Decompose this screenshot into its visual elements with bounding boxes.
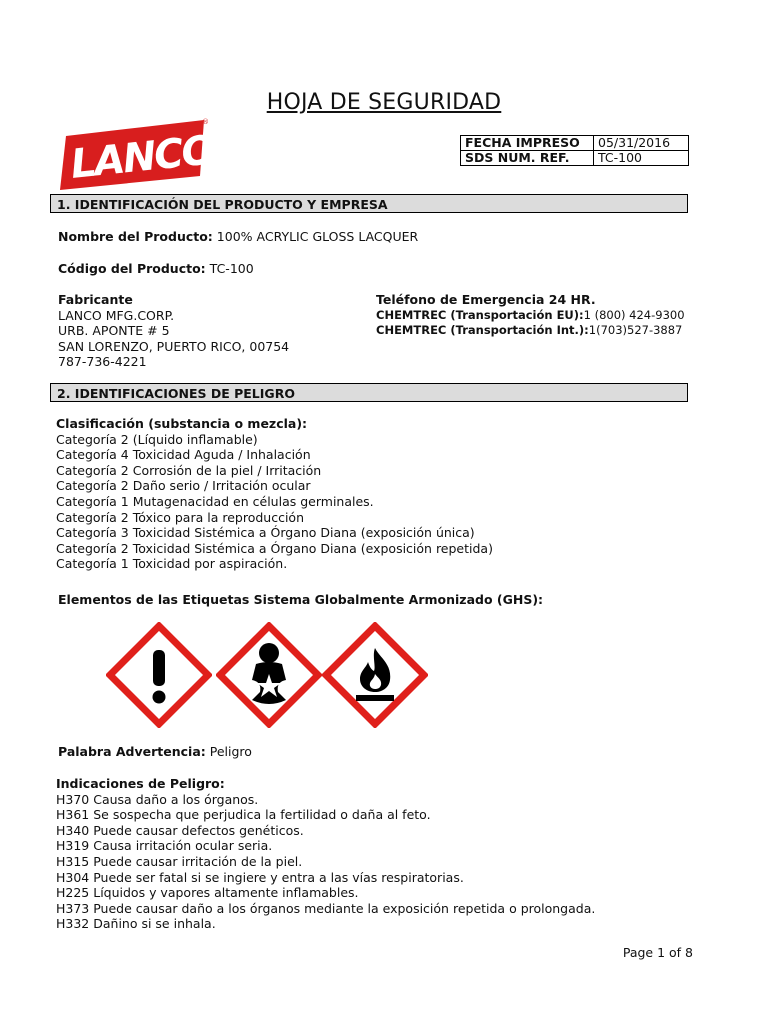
manufacturer-line: 787-736-4221 bbox=[58, 354, 147, 370]
meta-label: FECHA IMPRESO bbox=[461, 136, 594, 151]
hazard-statement: H315 Puede causar irritación de la piel. bbox=[56, 853, 303, 869]
section-1-heading: 1. IDENTIFICACIÓN DEL PRODUCTO Y EMPRESA bbox=[50, 194, 688, 213]
emergency-line-label: CHEMTREC (Transportación EU): bbox=[376, 307, 584, 322]
classification-item: Categoría 2 Daño serio / Irritación ocular bbox=[56, 478, 311, 494]
hazard-statement: H373 Puede causar daño a los órganos mediante la exposición repetida o prolongada. bbox=[56, 900, 596, 916]
hazard-statement: H361 Se sospecha que perjudica la fertilidad o daña al feto. bbox=[56, 807, 431, 823]
exclamation-mark-icon bbox=[106, 622, 212, 731]
classification-item: Categoría 2 (Líquido inflamable) bbox=[56, 431, 258, 447]
product-name-row bbox=[58, 229, 418, 244]
meta-value: TC-100 bbox=[594, 151, 689, 166]
manufacturer-block bbox=[58, 292, 289, 370]
classification-item: Categoría 2 Tóxico para la reproducción bbox=[56, 509, 304, 525]
emergency-line-label: CHEMTREC (Transportación Int.): bbox=[376, 323, 589, 338]
svg-text:LANCO: LANCO bbox=[68, 127, 210, 188]
hazard-statement: H370 Causa daño a los órganos. bbox=[56, 791, 259, 807]
emergency-label: Teléfono de Emergencia 24 HR. bbox=[376, 292, 596, 307]
meta-value: 05/31/2016 bbox=[594, 136, 689, 151]
classification-block bbox=[56, 416, 493, 572]
emergency-line bbox=[376, 323, 685, 339]
classification-item: Categoría 2 Toxicidad Sistémica a Órgano Diana (exposición repetida) bbox=[56, 540, 493, 556]
hazard-statements-block bbox=[56, 776, 595, 932]
emergency-block bbox=[376, 292, 685, 339]
signal-word-value: Peligro bbox=[209, 744, 252, 759]
document-meta-table bbox=[460, 135, 689, 166]
emergency-line-value: 1 (800) 424-9300 bbox=[583, 307, 685, 322]
meta-row-ref bbox=[461, 151, 689, 166]
product-code-row bbox=[58, 261, 254, 276]
manufacturer-line: SAN LORENZO, PUERTO RICO, 00754 bbox=[58, 338, 290, 354]
manufacturer-line: URB. APONTE # 5 bbox=[58, 323, 170, 339]
hazard-statement: H304 Puede ser fatal si se ingiere y entra a las vías respiratorias. bbox=[56, 869, 464, 885]
page-title: HOJA DE SEGURIDAD bbox=[266, 90, 502, 115]
product-code-label: Código del Producto: bbox=[58, 261, 206, 276]
health-hazard-icon bbox=[216, 622, 322, 731]
signal-word-label: Palabra Advertencia: bbox=[58, 744, 206, 759]
meta-label: SDS NUM. REF. bbox=[461, 151, 594, 166]
classification-item: Categoría 4 Toxicidad Aguda / Inhalación bbox=[56, 447, 311, 463]
hazard-statement: H332 Dañino si se inhala. bbox=[56, 916, 216, 932]
meta-row-date bbox=[461, 136, 689, 151]
section-2-heading: 2. IDENTIFICACIONES DE PELIGRO bbox=[50, 383, 688, 402]
hazard-statement: H340 Puede causar defectos genéticos. bbox=[56, 822, 304, 838]
hazard-statement: H225 Líquidos y vapores altamente inflamables. bbox=[56, 885, 359, 901]
product-name-label: Nombre del Producto: bbox=[58, 229, 213, 244]
manufacturer-label: Fabricante bbox=[58, 292, 133, 307]
classification-item: Categoría 2 Corrosión de la piel / Irritación bbox=[56, 462, 322, 478]
lanco-logo bbox=[58, 114, 210, 194]
product-name-value: 100% ACRYLIC GLOSS LACQUER bbox=[216, 229, 419, 244]
emergency-line bbox=[376, 308, 685, 324]
flame-icon bbox=[322, 622, 428, 731]
emergency-line-value: 1(703)527-3887 bbox=[588, 323, 683, 338]
svg-text:®: ® bbox=[202, 118, 209, 126]
classification-item: Categoría 3 Toxicidad Sistémica a Órgano Diana (exposición única) bbox=[56, 525, 475, 541]
signal-word-row bbox=[58, 744, 252, 759]
classification-label: Clasificación (substancia o mezcla): bbox=[56, 416, 308, 431]
ghs-label: Elementos de las Etiquetas Sistema Globalmente Armonizado (GHS): bbox=[58, 592, 544, 607]
page-number: Page 1 of 8 bbox=[622, 945, 693, 960]
hazard-statement: H319 Causa irritación ocular seria. bbox=[56, 838, 273, 854]
hazard-label: Indicaciones de Peligro: bbox=[56, 776, 225, 791]
classification-item: Categoría 1 Mutagenacidad en células germinales. bbox=[56, 493, 374, 509]
manufacturer-line: LANCO MFG.CORP. bbox=[58, 307, 175, 323]
product-code-value: TC-100 bbox=[209, 261, 254, 276]
classification-item: Categoría 1 Toxicidad por aspiración. bbox=[56, 556, 288, 572]
